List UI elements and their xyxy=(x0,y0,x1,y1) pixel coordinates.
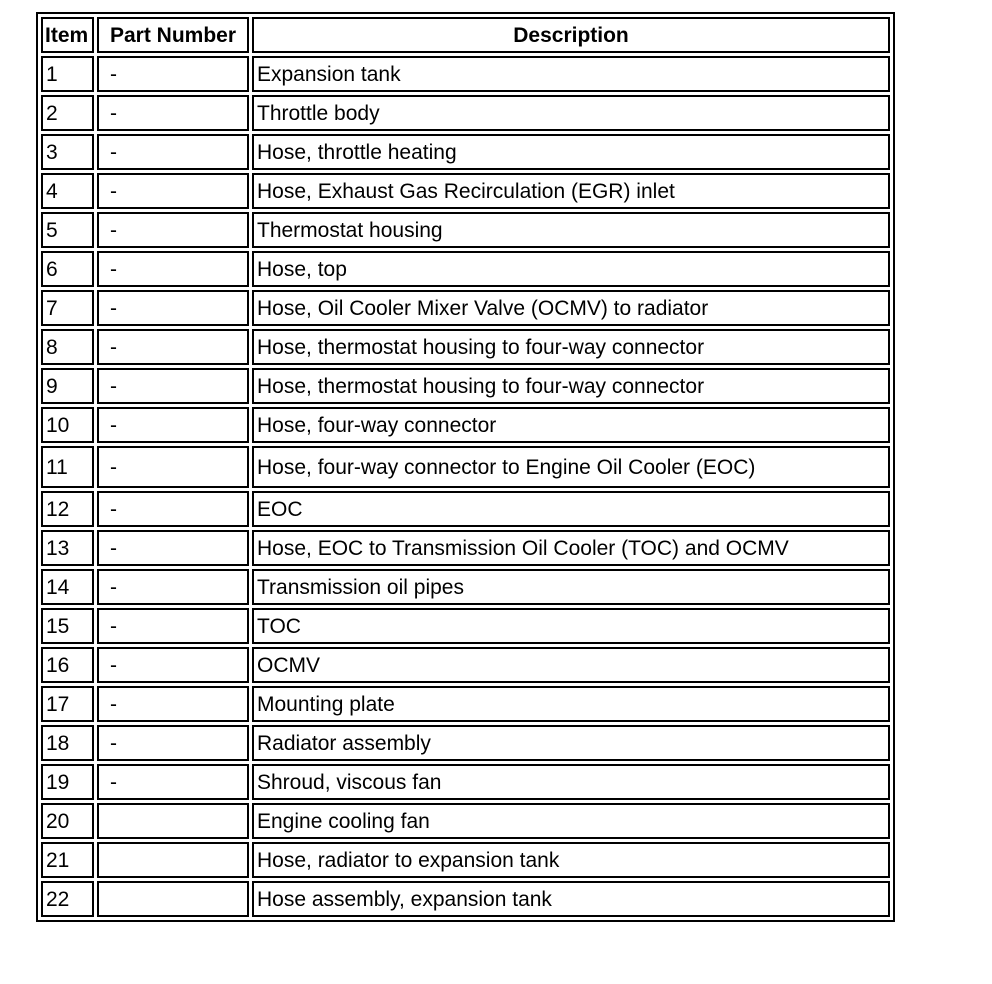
item-cell: 13 xyxy=(41,530,94,566)
item-cell: 10 xyxy=(41,407,94,443)
description-cell: Hose, radiator to expansion tank xyxy=(252,842,890,878)
table-row xyxy=(41,407,890,443)
item-cell: 6 xyxy=(41,251,94,287)
description-cell: TOC xyxy=(252,608,890,644)
item-cell: 18 xyxy=(41,725,94,761)
description-cell: Hose assembly, expansion tank xyxy=(252,881,890,917)
item-cell: 21 xyxy=(41,842,94,878)
description-cell: Engine cooling fan xyxy=(252,803,890,839)
part-number-cell: - xyxy=(97,212,249,248)
item-cell: 11 xyxy=(41,446,94,488)
item-cell: 1 xyxy=(41,56,94,92)
part-number-cell: - xyxy=(97,764,249,800)
table-row xyxy=(41,212,890,248)
item-cell: 17 xyxy=(41,686,94,722)
part-number-cell xyxy=(97,803,249,839)
part-number-cell: - xyxy=(97,530,249,566)
part-number-cell: - xyxy=(97,251,249,287)
header-description: Description xyxy=(252,17,890,53)
item-cell: 19 xyxy=(41,764,94,800)
item-cell: 3 xyxy=(41,134,94,170)
part-number-cell: - xyxy=(97,647,249,683)
table-row xyxy=(41,56,890,92)
part-number-cell: - xyxy=(97,95,249,131)
description-cell: Hose, throttle heating xyxy=(252,134,890,170)
part-number-cell: - xyxy=(97,329,249,365)
description-cell: Mounting plate xyxy=(252,686,890,722)
table-row xyxy=(41,446,890,488)
part-number-cell: - xyxy=(97,56,249,92)
description-cell: Hose, Exhaust Gas Recirculation (EGR) inlet xyxy=(252,173,890,209)
item-cell: 15 xyxy=(41,608,94,644)
parts-table xyxy=(36,12,895,922)
description-cell: OCMV xyxy=(252,647,890,683)
table-row xyxy=(41,530,890,566)
part-number-cell: - xyxy=(97,290,249,326)
table-row xyxy=(41,491,890,527)
description-cell: Shroud, viscous fan xyxy=(252,764,890,800)
table-row xyxy=(41,686,890,722)
item-cell: 7 xyxy=(41,290,94,326)
item-cell: 5 xyxy=(41,212,94,248)
table-row xyxy=(41,764,890,800)
table-row xyxy=(41,647,890,683)
table-body xyxy=(41,56,890,917)
table-row xyxy=(41,95,890,131)
description-cell: Hose, EOC to Transmission Oil Cooler (TOC) and OCMV xyxy=(252,530,890,566)
table-row xyxy=(41,251,890,287)
description-cell: Hose, four-way connector xyxy=(252,407,890,443)
table-row xyxy=(41,329,890,365)
table-header xyxy=(41,17,890,53)
description-cell: Radiator assembly xyxy=(252,725,890,761)
description-cell: Expansion tank xyxy=(252,56,890,92)
item-cell: 22 xyxy=(41,881,94,917)
item-cell: 20 xyxy=(41,803,94,839)
description-cell: Transmission oil pipes xyxy=(252,569,890,605)
part-number-cell: - xyxy=(97,569,249,605)
table-row xyxy=(41,134,890,170)
item-cell: 4 xyxy=(41,173,94,209)
table-row xyxy=(41,173,890,209)
part-number-cell: - xyxy=(97,173,249,209)
header-item: Item xyxy=(41,17,94,53)
item-cell: 16 xyxy=(41,647,94,683)
header-row xyxy=(41,17,890,53)
part-number-cell: - xyxy=(97,368,249,404)
part-number-cell: - xyxy=(97,686,249,722)
table-row xyxy=(41,842,890,878)
part-number-cell: - xyxy=(97,446,249,488)
description-cell: Thermostat housing xyxy=(252,212,890,248)
description-cell: Hose, top xyxy=(252,251,890,287)
part-number-cell xyxy=(97,842,249,878)
table-row xyxy=(41,725,890,761)
table-row xyxy=(41,290,890,326)
table-row xyxy=(41,881,890,917)
item-cell: 9 xyxy=(41,368,94,404)
table-row xyxy=(41,608,890,644)
description-cell: EOC xyxy=(252,491,890,527)
header-part-number: Part Number xyxy=(97,17,249,53)
item-cell: 8 xyxy=(41,329,94,365)
part-number-cell: - xyxy=(97,134,249,170)
item-cell: 2 xyxy=(41,95,94,131)
part-number-cell: - xyxy=(97,608,249,644)
item-cell: 12 xyxy=(41,491,94,527)
description-cell: Hose, thermostat housing to four-way connector xyxy=(252,329,890,365)
item-cell: 14 xyxy=(41,569,94,605)
description-cell: Hose, four-way connector to Engine Oil Cooler (EOC) xyxy=(252,446,890,488)
part-number-cell: - xyxy=(97,725,249,761)
table-row xyxy=(41,803,890,839)
part-number-cell: - xyxy=(97,407,249,443)
description-cell: Hose, thermostat housing to four-way connector xyxy=(252,368,890,404)
table-row xyxy=(41,368,890,404)
part-number-cell xyxy=(97,881,249,917)
table-row xyxy=(41,569,890,605)
description-cell: Throttle body xyxy=(252,95,890,131)
description-cell: Hose, Oil Cooler Mixer Valve (OCMV) to radiator xyxy=(252,290,890,326)
part-number-cell: - xyxy=(97,491,249,527)
